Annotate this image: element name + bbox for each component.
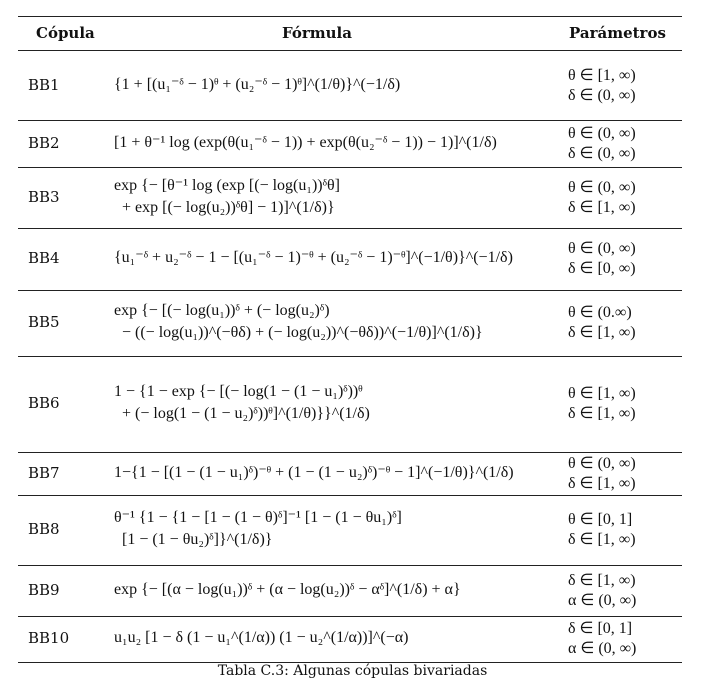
- param-value: δ ∈ [0, ∞): [568, 260, 636, 277]
- formula-line: {u₁⁻ᵟ + u₂⁻ᵟ − 1 − [(u₁⁻ᵟ − 1)⁻ᶿ + (u₂⁻ᵟ − 1)⁻ᶿ]^(−1/θ)}^(−1/δ): [114, 249, 513, 266]
- param-value: δ ∈ [1, ∞): [568, 531, 636, 548]
- param-value: δ ∈ [1, ∞): [568, 474, 636, 492]
- top-rule: [18, 16, 682, 17]
- row-params: [568, 619, 636, 659]
- row-name: BB6: [28, 394, 60, 412]
- param-value: θ ∈ (0, ∞): [568, 178, 636, 196]
- param-value: θ ∈ [0, 1]: [568, 511, 633, 528]
- param-value: δ ∈ [1, ∞): [568, 198, 636, 216]
- param-value: δ ∈ [1, ∞): [568, 324, 636, 341]
- row-name: BB10: [28, 629, 70, 647]
- param-value: δ ∈ [1, ∞): [568, 571, 636, 589]
- row-rule: [18, 228, 682, 229]
- param-value: δ ∈ [0, 1]: [568, 620, 633, 637]
- param-value: θ ∈ [1, ∞): [568, 385, 636, 402]
- row-rule: [18, 167, 682, 168]
- row-rule: [18, 290, 682, 291]
- row-params: [568, 384, 636, 424]
- param-value: δ ∈ (0, ∞): [568, 144, 636, 162]
- formula-line: u₁u₂ [1 − δ (1 − u₁^(1/α)) (1 − u₂^(1/α))]^(−α): [114, 629, 409, 646]
- formula-line: − ((− log(u₁))^(−θδ) + (− log(u₂))^(−θδ))^(−1/θ)]^(1/δ)}: [122, 324, 483, 341]
- row-name: BB5: [28, 313, 60, 331]
- row-rule: [18, 356, 682, 357]
- row-rule: [18, 495, 682, 496]
- param-value: α ∈ (0, ∞): [568, 591, 637, 609]
- row-rule: [18, 120, 682, 121]
- row-params: [568, 454, 636, 494]
- param-value: θ ∈ (0, ∞): [568, 240, 636, 257]
- row-params: [568, 303, 636, 343]
- row-name: BB9: [28, 580, 60, 599]
- param-value: δ ∈ (0, ∞): [568, 86, 636, 104]
- formula-line: [1 + θ⁻¹ log (exp(θ(u₁⁻ᵟ − 1)) + exp(θ(u₂⁻ᵟ − 1)) − 1)]^(1/δ): [114, 133, 497, 151]
- formula-line: exp {− [θ⁻¹ log (exp [(− log(u₁))ᵟθ]: [114, 176, 340, 194]
- row-rule: [18, 565, 682, 566]
- header-formula: Fórmula: [282, 24, 352, 42]
- param-value: θ ∈ [1, ∞): [568, 66, 636, 84]
- header-params: Parámetros: [569, 24, 666, 42]
- formula-line: exp {− [(α − log(u₁))ᵟ + (α − log(u₂))ᵟ − αᵟ]^(1/δ) + α}: [114, 580, 461, 598]
- formula-line: + (− log(1 − (1 − u₂)ᵟ))ᶿ]^(1/θ)}}^(1/δ): [122, 405, 370, 422]
- header-copula: Cópula: [36, 24, 95, 42]
- header-rule: [18, 50, 682, 51]
- param-value: δ ∈ [1, ∞): [568, 405, 636, 422]
- row-name: BB4: [28, 249, 60, 267]
- param-value: θ ∈ (0, ∞): [568, 454, 636, 472]
- row-params: [568, 239, 636, 279]
- row-name: BB2: [28, 133, 60, 152]
- formula-line: θ⁻¹ {1 − {1 − [1 − (1 − θ)ᵟ]⁻¹ [1 − (1 − θu₁)ᵟ]: [114, 509, 402, 526]
- formula-line: + exp [(− log(u₂))ᵟθ] − 1)]^(1/δ)}: [122, 198, 335, 216]
- formula-line: [1 − (1 − θu₂)ᵟ]}^(1/δ)}: [122, 531, 273, 548]
- param-value: θ ∈ (0, ∞): [568, 124, 636, 142]
- row-rule: [18, 616, 682, 617]
- param-value: θ ∈ (0.∞): [568, 304, 632, 321]
- row-params: [568, 124, 636, 164]
- formula-line: exp {− [(− log(u₁))ᵟ + (− log(u₂)ᵟ): [114, 302, 330, 319]
- formula-line: {1 + [(u₁⁻ᵟ − 1)ᶿ + (u₂⁻ᵟ − 1)ᶿ]^(1/θ)}^(−1/δ): [114, 75, 401, 93]
- table-caption: Tabla C.3: Algunas cópulas bivariadas: [217, 663, 488, 679]
- row-params: [568, 510, 636, 550]
- row-name: BB7: [28, 463, 60, 482]
- row-params: [568, 178, 636, 218]
- row-params: [568, 571, 636, 611]
- formula-line: 1−{1 − [(1 − (1 − u₁)ᵟ)⁻ᶿ + (1 − (1 − u₂)ᵟ)⁻ᶿ − 1]^(−1/θ)}^(1/δ): [114, 463, 514, 481]
- row-name: BB3: [28, 187, 60, 206]
- row-name: BB1: [28, 75, 60, 94]
- param-value: α ∈ (0, ∞): [568, 640, 637, 657]
- row-params: [568, 66, 636, 106]
- row-name: BB8: [28, 520, 60, 538]
- formula-line: 1 − {1 − exp {− [(− log(1 − (1 − u₁)ᵟ))ᶿ: [114, 383, 363, 400]
